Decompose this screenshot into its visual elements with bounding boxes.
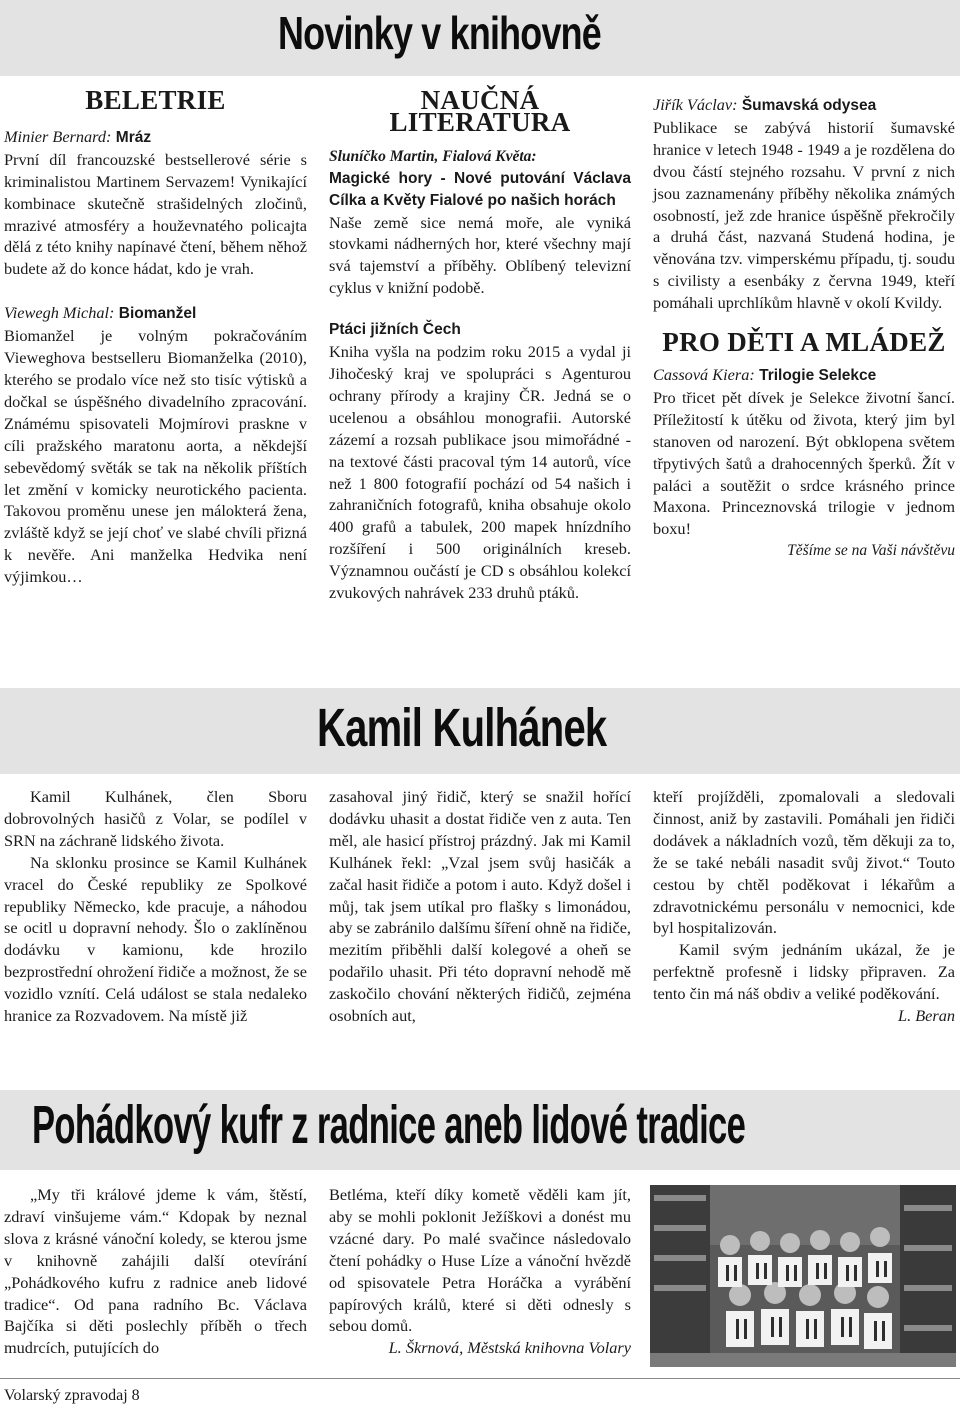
article-paragraph: Kamil Kulhánek, člen Sboru dobrovolných hasičů z Volar, se podílel v SRN na záchraně lidského života.	[4, 787, 307, 850]
children-photo	[650, 1185, 956, 1367]
book-description: Publikace se zabývá historií šumavské hranice v letech 1948 - 1949 a je rozdělena do dvou částí stejného rozsahu. V první z nich jsou zaznamenány příběhy několika známých osobností, jež zde hranice úspěšně překročily a druhá část, nazvaná Studená hodina, je věnována tzv. vimperskému případu, tj. soudu s civilisty a esenbáky z června 1949, kteří pomáhali uprchlíkům hlavně v okolí Kvildy.	[653, 117, 955, 313]
col3-column	[653, 94, 955, 562]
naucna-heading: NAUČNÁ LITERATURA	[389, 85, 571, 137]
book-heading	[329, 146, 631, 212]
deti-heading: PRO DĚTI A MLÁDEŽ	[662, 327, 946, 358]
kufr-title: Pohádkový kufr z radnice aneb lidové tradice	[32, 1095, 746, 1155]
book-heading	[329, 319, 631, 341]
article-paragraph: zasahoval jiný řidič, který se snažil hořící dodávku uhasit a dostat řidiče ven z auta. Ten měl, ale hasicí přístroj prázdný. Jak mi Kamil Kulhánek řekl: „Vzal jsem svůj hasičák a začal hasit řidiče a potom i auto. Když došel i můj, tak jsem utíkal pro flašky s limonádou, aby se zabránilo dalšímu šíření ohně na řidiče, mezitím přiběhli další kolegové a oheň se podařilo uhasit. Při této dopravní nehodě mě zaskočilo chování některých řidičů, zejména osobních aut,	[329, 787, 632, 1026]
article-paragraph: „My tři králové jdeme k vám, štěstí, zdraví vinšujeme vám.“ Kdopak by neznal slova z krásné vánoční koledy, se kterou jsme v knihovně zahájili další otevírání „Pohádkového kufru z radnice aneb lidové tradice“. Od pana radního Bc. Václava Bajčíka si děti poslechly příběh o třech mudrcích, putujících do	[4, 1185, 307, 1358]
article-paragraph: kteří projížděli, zpomalovali a sledovali činnost, aniž by zastavili. Pomáhali jen řidiči dodávek a nákladních vozů, těm děkuji za to, že se také nebáli nasadit svůj život.“ Touto cestou by chtěl poděkovat i lékařům a zdravotnickému personálu v nemocnici, kde byl hospitalizován.	[653, 787, 955, 938]
book-title: Trilogie Selekce	[759, 366, 877, 384]
article-paragraph: Na sklonku prosince se Kamil Kulhánek vracel do České republiky ze Spolkové republiky Německo, kde pracuje, a náhodou se ocitl u dopravní nehody. Šlo o zaklíněnou dodávku v kamionu, kde hrozilo bezprostřední ohrožení řidiče a možnost, že se vozidlo vznítí. Celá událost se stala nedaleko hranice za Rozvadovem. Na místě již	[4, 852, 307, 1026]
beletrie-column	[4, 85, 307, 588]
book-author: Cassová Kiera:	[653, 364, 755, 384]
book-heading	[4, 126, 307, 149]
page-title: Novinky v knihovně	[278, 7, 601, 59]
book-author: Viewegh Michal:	[4, 303, 115, 323]
kufr-col1	[4, 1184, 307, 1359]
book-heading	[4, 302, 307, 325]
book-title: Ptáci jižních Čech	[329, 321, 461, 339]
book-title: Mráz	[115, 128, 152, 146]
children-photo-image	[650, 1185, 956, 1367]
book-title: Biomanžel	[118, 305, 197, 323]
book-description: Kniha vyšla na podzim roku 2015 a vydal ji Jihočeský kraj ve spolupráci s Agenturou ochrany přírody a krajiny ČR. Jedná se o ucelenou a obsáhlou monografii. Autorské zázemí a rozsah publikace jsou mimořádné - na textové části pracoval tým 14 autorů, více než 1 800 fotografií pochází od 54 našich i zahraničních fotografů, kniha obsahuje okolo 400 grafů a tabulek, 200 mapek hnízdního rozšíření i 500 originálních kreseb. Významnou oučástí je CD s obsáhlou kolekcí zvukových nahrávek 233 druhů ptáků.	[329, 342, 631, 603]
book-description: Biomanžel je volným pokračováním Vieweghova bestselleru Biomanželka (2010), kterého se prodalo více než sto tisíc výtisků a dočkal se úspěšného divadelního zpracování. Známému spisovateli Mojmírovi praskne v cíli pražského maratonu aorta, a někdejší sebevědomý světák se tak na několik příštích let změní v komicky neurotického pacienta. Takovou proměnu unese jen málokterá žena, zvláště když se její choť ve slabé chvíli přizná k nevěře. Ani manželka Hedvika není výjimkou…	[4, 326, 307, 587]
footer-divider	[0, 1378, 960, 1379]
book-description: Pro třicet pět dívek je Selekce životní šancí. Příležitostí k útěku od života, který jim byl stanoven od narození. Být obklopena světem třpytivých šatů a drahocenných šperků. Žít v paláci a soutěžit o srdce krásného prince Maxona. Princeznovská trilogie v jednom boxu!	[653, 387, 955, 539]
kulhanek-col3	[653, 786, 955, 1027]
naucna-column	[329, 85, 631, 604]
closing-note: Těšíme se na Vaši návštěvu	[787, 542, 955, 560]
book-heading	[653, 364, 955, 387]
article-paragraph: Betléma, kteří díky kometě věděli kam jít, aby se mohli poklonit Ježíškovi a donést mu vzácné dary. Po malé svačince následovalo čtení pohádky o Huse Líze a vánoční hvězdě od spisovatele Petra Horáčka a vyrábění papírových králů, které si děti odnesly s sebou domů.	[329, 1185, 631, 1336]
book-title: Šumavská odysea	[741, 97, 877, 114]
article-signature: L. Beran	[898, 1006, 955, 1026]
book-heading	[653, 94, 955, 117]
beletrie-heading: BELETRIE	[85, 85, 226, 115]
book-author: Minier Bernard:	[4, 126, 112, 146]
book-author: Sluníčko Martin, Fialová Květa:	[329, 147, 537, 165]
article-signature: L. Škrnová, Městská knihovna Volary	[388, 1338, 631, 1358]
book-description: První díl francouzské bestsellerové série s kriminalistou Martinem Servazem! Vynikající kombinace skutečně strašidelných zločinů, mrazivé atmosféry a houževnatého policajta dělá z této knihy napínavé čtení, během něhož budete až do konce hádat, kdo je vrah.	[4, 149, 307, 279]
article-paragraph: Kamil svým jednáním ukázal, že je perfektně profesně i lidsky připraven. Za tento čin má náš obdiv a veliké poděkování.	[653, 940, 955, 1004]
book-description: Naše země sice nemá moře, ale vyniká stovkami nádherných hor, které všechny mají svá tajemství a příběhy. Oblíbený televizní cyklus v knižní podobě.	[329, 212, 631, 298]
book-author: Jiřík Václav:	[653, 95, 738, 114]
kulhanek-col2	[329, 786, 631, 1027]
kulhanek-col1	[4, 786, 307, 1027]
book-title: Magické hory - Nové putování Václava Cílka a Květy Fialové po našich horách	[329, 169, 631, 209]
kulhanek-title: Kamil Kulhánek	[317, 698, 607, 758]
kufr-col2	[329, 1184, 631, 1359]
page-footer: Volarský zpravodaj 8	[4, 1387, 140, 1404]
